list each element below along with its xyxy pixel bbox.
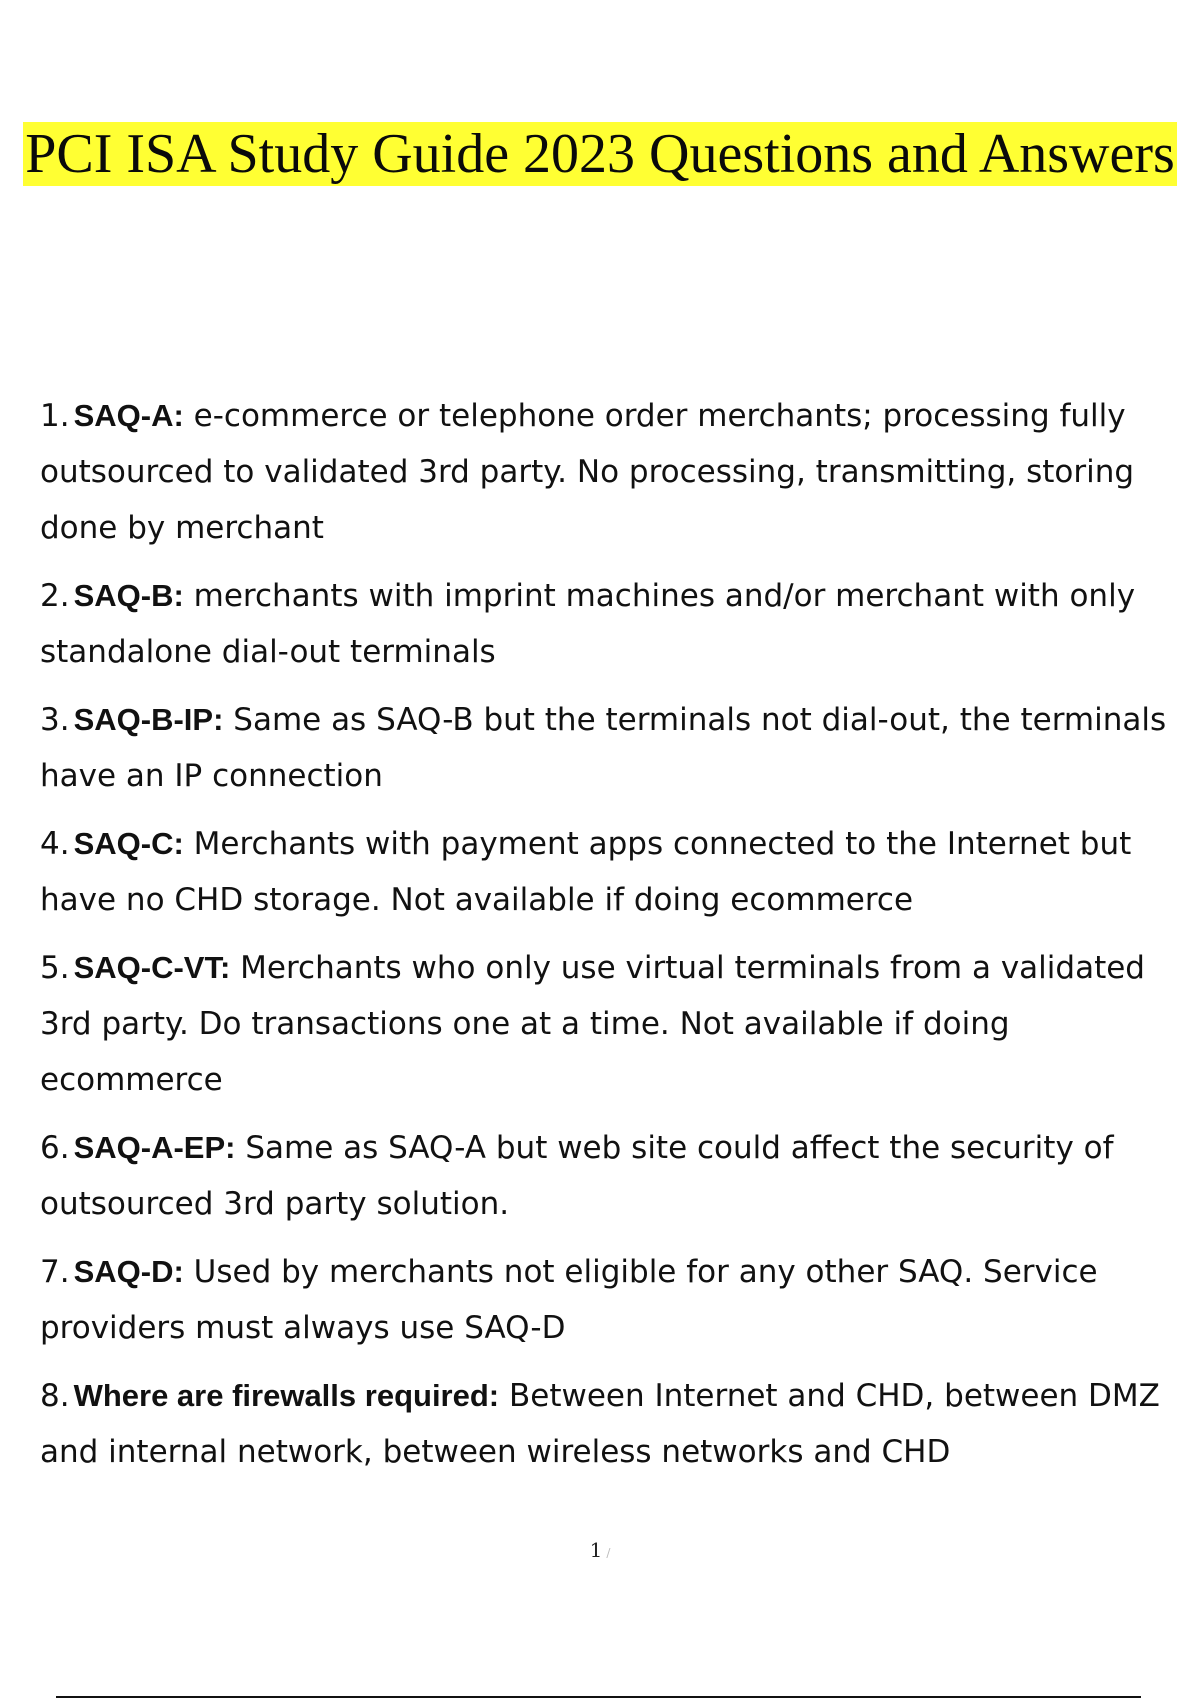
qa-item	[40, 1368, 1190, 1480]
qa-item	[40, 388, 1190, 556]
item-number: 7.	[40, 1254, 70, 1290]
item-question: SAQ-B-IP:	[73, 702, 224, 737]
item-question: SAQ-C-VT:	[73, 950, 231, 985]
item-question: SAQ-D:	[73, 1254, 184, 1289]
qa-list	[40, 388, 1190, 1492]
item-number: 3.	[40, 702, 70, 738]
item-answer: e-commerce or telephone order merchants; processing fully outsourced to validated 3rd party. No processing, transmitting, storing done by merchant	[40, 398, 1135, 546]
title-container	[0, 122, 1200, 186]
item-number: 1.	[40, 398, 70, 434]
qa-item	[40, 940, 1190, 1108]
item-answer: Merchants with payment apps connected to the Internet but have no CHD storage. Not available if doing ecommerce	[40, 826, 1132, 918]
item-number: 5.	[40, 950, 70, 986]
page-number-value: 1	[589, 1538, 603, 1562]
item-question: SAQ-A:	[73, 398, 184, 433]
qa-item	[40, 568, 1190, 680]
page-divider	[56, 1696, 1141, 1698]
item-number: 6.	[40, 1130, 70, 1166]
qa-item	[40, 692, 1190, 804]
page-separator: /	[606, 1546, 611, 1560]
qa-item	[40, 816, 1190, 928]
item-question: SAQ-C:	[73, 826, 184, 861]
page-number	[0, 1538, 1200, 1562]
item-answer: Same as SAQ-A but web site could affect the security of outsourced 3rd party solution.	[40, 1130, 1114, 1222]
item-question: SAQ-B:	[73, 578, 184, 613]
item-answer: Merchants who only use virtual terminals from a validated 3rd party. Do transactions one at a time. Not available if doing ecommerce	[40, 950, 1145, 1098]
item-number: 2.	[40, 578, 70, 614]
item-answer: merchants with imprint machines and/or merchant with only standalone dial-out terminals	[40, 578, 1136, 670]
item-question: SAQ-A-EP:	[73, 1130, 236, 1165]
item-question: Where are firewalls required:	[73, 1378, 500, 1413]
item-answer: Between Internet and CHD, between DMZ and internal network, between wireless networks and CHD	[40, 1378, 1160, 1470]
item-number: 8.	[40, 1378, 70, 1414]
qa-item	[40, 1244, 1190, 1356]
qa-item	[40, 1120, 1190, 1232]
document-title: PCI ISA Study Guide 2023 Questions and Answers	[25, 123, 1175, 185]
item-answer: Used by merchants not eligible for any other SAQ. Service providers must always use SAQ-D	[40, 1254, 1098, 1346]
item-answer: Same as SAQ-B but the terminals not dial-out, the terminals have an IP connection	[40, 702, 1167, 794]
item-number: 4.	[40, 826, 70, 862]
